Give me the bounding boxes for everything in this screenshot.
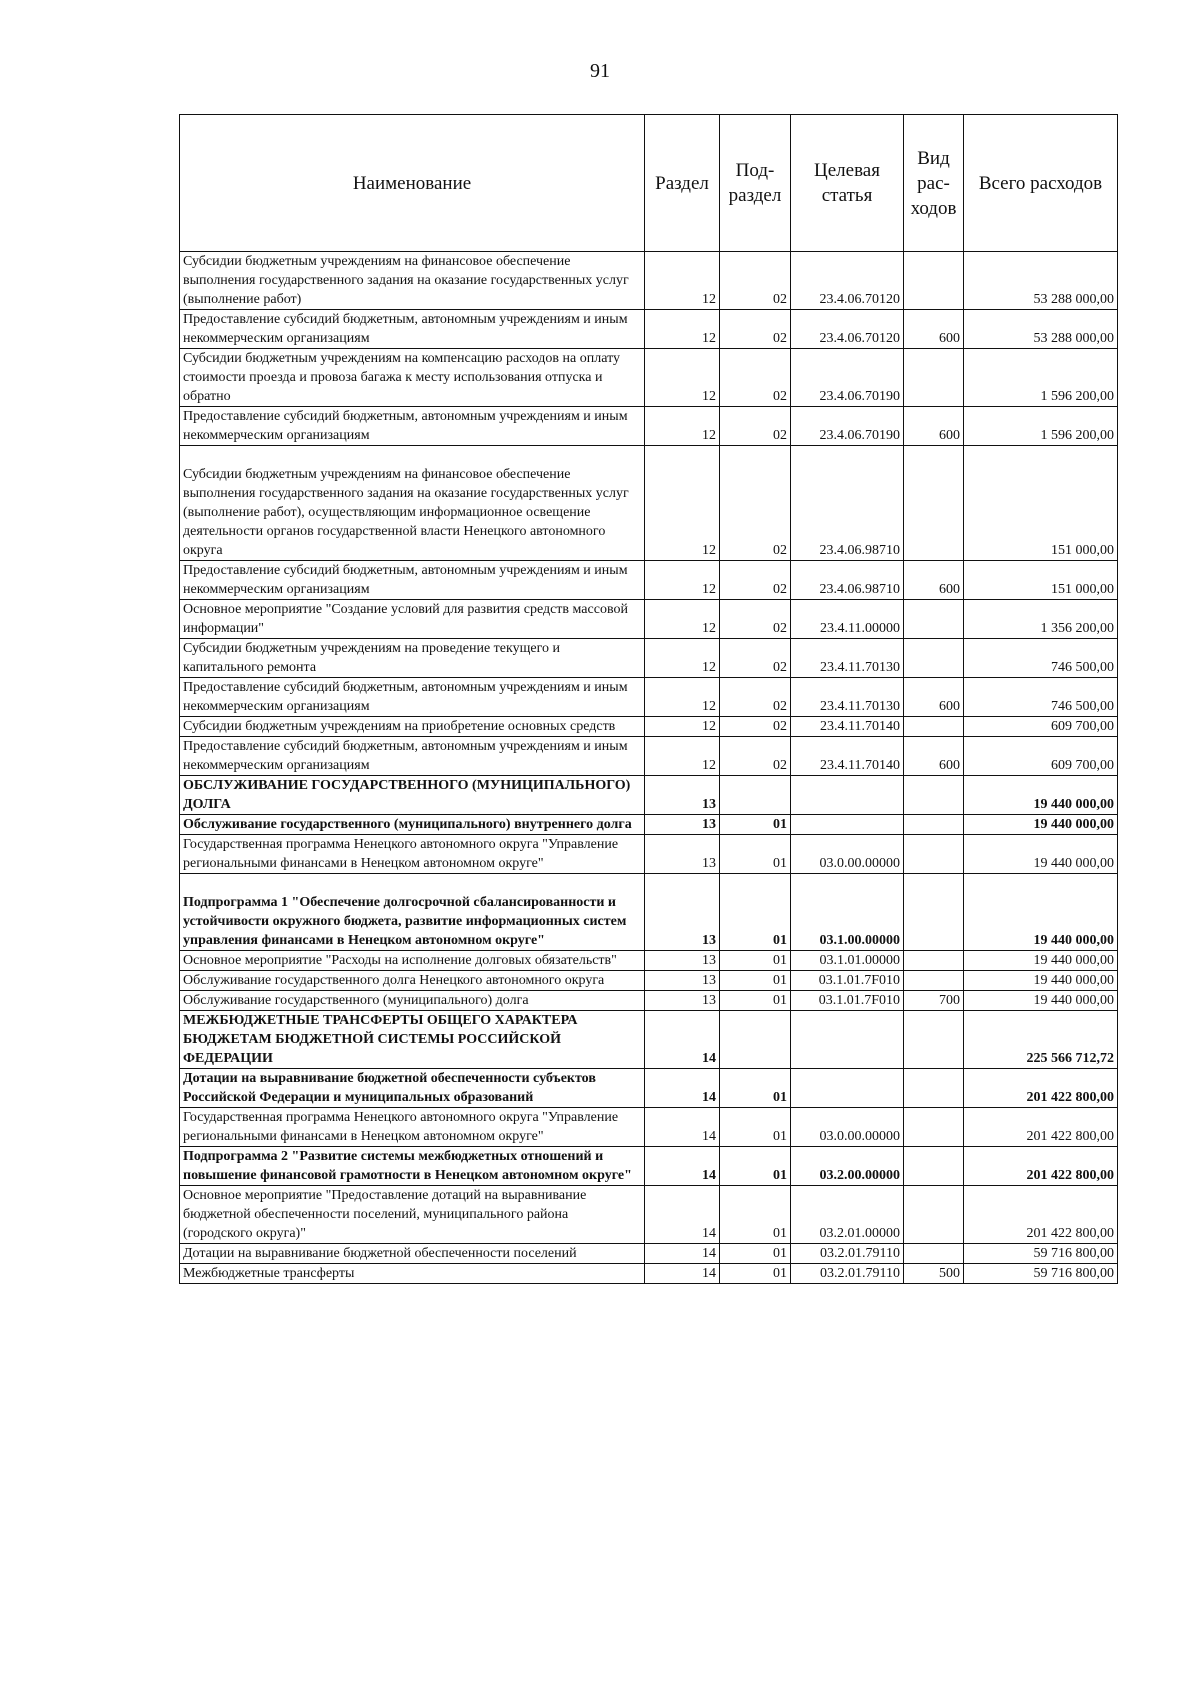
cell-target: 03.1.01.7F010 xyxy=(791,991,904,1011)
cell-section: 13 xyxy=(645,971,720,991)
cell-total: 19 440 000,00 xyxy=(964,991,1118,1011)
cell-name: МЕЖБЮДЖЕТНЫЕ ТРАНСФЕРТЫ ОБЩЕГО ХАРАКТЕРА БЮДЖЕТАМ БЮДЖЕТНОЙ СИСТЕМЫ РОССИЙСКОЙ ФЕДЕРАЦИИ xyxy=(180,1011,645,1069)
cell-subsection: 02 xyxy=(720,678,791,717)
cell-target: 23.4.11.70140 xyxy=(791,737,904,776)
table-row xyxy=(180,835,1118,874)
cell-kind xyxy=(904,951,964,971)
cell-section: 12 xyxy=(645,310,720,349)
cell-kind xyxy=(904,874,964,951)
cell-subsection: 01 xyxy=(720,1244,791,1264)
cell-subsection: 01 xyxy=(720,815,791,835)
table-header-row xyxy=(180,115,1118,252)
cell-total: 53 288 000,00 xyxy=(964,252,1118,310)
cell-section: 12 xyxy=(645,252,720,310)
cell-total: 19 440 000,00 xyxy=(964,971,1118,991)
header-name: Наименование xyxy=(180,115,645,252)
cell-subsection: 02 xyxy=(720,561,791,600)
cell-name: Обслуживание государственного (муниципального) внутреннего долга xyxy=(180,815,645,835)
cell-total: 201 422 800,00 xyxy=(964,1186,1118,1244)
cell-total: 53 288 000,00 xyxy=(964,310,1118,349)
cell-subsection: 02 xyxy=(720,717,791,737)
cell-section: 12 xyxy=(645,717,720,737)
cell-total: 59 716 800,00 xyxy=(964,1264,1118,1284)
cell-target xyxy=(791,815,904,835)
cell-kind: 700 xyxy=(904,991,964,1011)
table-row xyxy=(180,717,1118,737)
cell-name: Субсидии бюджетным учреждениям на проведение текущего и капитального ремонта xyxy=(180,639,645,678)
cell-section: 14 xyxy=(645,1108,720,1147)
cell-subsection: 02 xyxy=(720,252,791,310)
cell-target xyxy=(791,1069,904,1108)
cell-kind xyxy=(904,1244,964,1264)
table-row xyxy=(180,1108,1118,1147)
cell-target xyxy=(791,1011,904,1069)
cell-kind: 600 xyxy=(904,407,964,446)
cell-total: 19 440 000,00 xyxy=(964,874,1118,951)
cell-target: 03.2.01.79110 xyxy=(791,1264,904,1284)
cell-subsection: 01 xyxy=(720,991,791,1011)
table-row xyxy=(180,639,1118,678)
cell-total: 746 500,00 xyxy=(964,639,1118,678)
cell-target: 03.1.00.00000 xyxy=(791,874,904,951)
cell-subsection: 01 xyxy=(720,835,791,874)
cell-name: Субсидии бюджетным учреждениям на финансовое обеспечение выполнения государственного задания на оказание государственных услуг (выполнение работ) xyxy=(180,252,645,310)
table-row xyxy=(180,1069,1118,1108)
cell-total: 1 356 200,00 xyxy=(964,600,1118,639)
table-row xyxy=(180,991,1118,1011)
cell-target: 23.4.11.70130 xyxy=(791,639,904,678)
cell-subsection: 01 xyxy=(720,951,791,971)
table-row xyxy=(180,407,1118,446)
cell-name: Субсидии бюджетным учреждениям на приобретение основных средств xyxy=(180,717,645,737)
cell-name: Предоставление субсидий бюджетным, автономным учреждениям и иным некоммерческим организациям xyxy=(180,561,645,600)
cell-target: 23.4.06.98710 xyxy=(791,561,904,600)
cell-name: Субсидии бюджетным учреждениям на компенсацию расходов на оплату стоимости проезда и провоза багажа к месту использования отпуска и обратно xyxy=(180,349,645,407)
cell-total: 201 422 800,00 xyxy=(964,1147,1118,1186)
table-row xyxy=(180,971,1118,991)
cell-target xyxy=(791,776,904,815)
cell-section: 14 xyxy=(645,1011,720,1069)
table-row xyxy=(180,1186,1118,1244)
cell-name: Предоставление субсидий бюджетным, автономным учреждениям и иным некоммерческим организациям xyxy=(180,407,645,446)
cell-name: Предоставление субсидий бюджетным, автономным учреждениям и иным некоммерческим организациям xyxy=(180,310,645,349)
table-row xyxy=(180,678,1118,717)
cell-kind xyxy=(904,1069,964,1108)
header-total: Всего расходов xyxy=(964,115,1118,252)
table-row xyxy=(180,310,1118,349)
cell-section: 13 xyxy=(645,991,720,1011)
cell-kind xyxy=(904,1186,964,1244)
table-row xyxy=(180,815,1118,835)
cell-subsection: 01 xyxy=(720,1108,791,1147)
header-section: Раздел xyxy=(645,115,720,252)
cell-section: 12 xyxy=(645,561,720,600)
cell-name: Основное мероприятие "Создание условий для развития средств массовой информации" xyxy=(180,600,645,639)
cell-total: 225 566 712,72 xyxy=(964,1011,1118,1069)
cell-subsection: 02 xyxy=(720,310,791,349)
cell-target: 03.0.00.00000 xyxy=(791,1108,904,1147)
cell-target: 03.1.01.7F010 xyxy=(791,971,904,991)
cell-target: 23.4.11.00000 xyxy=(791,600,904,639)
cell-name: Подпрограмма 2 "Развитие системы межбюджетных отношений и повышение финансовой грамотности в Ненецком автономном округе" xyxy=(180,1147,645,1186)
cell-name: Основное мероприятие "Предоставление дотаций на выравнивание бюджетной обеспеченности поселений, муниципального района (городского округа)" xyxy=(180,1186,645,1244)
cell-target: 03.0.00.00000 xyxy=(791,835,904,874)
cell-name: ОБСЛУЖИВАНИЕ ГОСУДАРСТВЕННОГО (МУНИЦИПАЛЬНОГО) ДОЛГА xyxy=(180,776,645,815)
cell-section: 12 xyxy=(645,678,720,717)
cell-section: 14 xyxy=(645,1244,720,1264)
table-row xyxy=(180,737,1118,776)
cell-section: 14 xyxy=(645,1069,720,1108)
cell-name: Обслуживание государственного (муниципального) долга xyxy=(180,991,645,1011)
cell-target: 03.2.00.00000 xyxy=(791,1147,904,1186)
cell-kind xyxy=(904,446,964,561)
cell-name: Основное мероприятие "Расходы на исполнение долговых обязательств" xyxy=(180,951,645,971)
table-row xyxy=(180,776,1118,815)
cell-subsection: 02 xyxy=(720,349,791,407)
cell-target: 23.4.06.70120 xyxy=(791,252,904,310)
cell-total: 201 422 800,00 xyxy=(964,1069,1118,1108)
cell-name: Межбюджетные трансферты xyxy=(180,1264,645,1284)
cell-kind xyxy=(904,600,964,639)
cell-kind xyxy=(904,835,964,874)
cell-target: 23.4.06.70120 xyxy=(791,310,904,349)
cell-section: 12 xyxy=(645,446,720,561)
cell-subsection: 01 xyxy=(720,874,791,951)
cell-kind: 500 xyxy=(904,1264,964,1284)
cell-name: Подпрограмма 1 "Обеспечение долгосрочной сбалансированности и устойчивости окружного бюджета, развитие информационных систем управления финансами в Ненецком автономном округе" xyxy=(180,874,645,951)
cell-target: 03.2.01.00000 xyxy=(791,1186,904,1244)
cell-name: Государственная программа Ненецкого автономного округа "Управление региональными финансами в Ненецком автономном округе" xyxy=(180,1108,645,1147)
cell-kind xyxy=(904,971,964,991)
cell-kind xyxy=(904,1147,964,1186)
cell-total: 1 596 200,00 xyxy=(964,407,1118,446)
cell-name: Государственная программа Ненецкого автономного округа "Управление региональными финансами в Ненецком автономном округе" xyxy=(180,835,645,874)
cell-total: 19 440 000,00 xyxy=(964,776,1118,815)
cell-subsection: 01 xyxy=(720,1186,791,1244)
cell-name: Предоставление субсидий бюджетным, автономным учреждениям и иным некоммерческим организациям xyxy=(180,737,645,776)
header-target: Целевая статья xyxy=(791,115,904,252)
table-row xyxy=(180,1147,1118,1186)
cell-target: 23.4.06.70190 xyxy=(791,407,904,446)
table-row xyxy=(180,561,1118,600)
table-row xyxy=(180,349,1118,407)
cell-target: 23.4.11.70130 xyxy=(791,678,904,717)
cell-target: 23.4.11.70140 xyxy=(791,717,904,737)
cell-kind xyxy=(904,815,964,835)
cell-name: Предоставление субсидий бюджетным, автономным учреждениям и иным некоммерческим организациям xyxy=(180,678,645,717)
cell-kind: 600 xyxy=(904,678,964,717)
cell-section: 12 xyxy=(645,737,720,776)
cell-subsection xyxy=(720,776,791,815)
header-subsection: Под- раздел xyxy=(720,115,791,252)
cell-section: 14 xyxy=(645,1147,720,1186)
cell-kind xyxy=(904,639,964,678)
header-kind: Вид рас- ходов xyxy=(904,115,964,252)
cell-section: 13 xyxy=(645,951,720,971)
cell-subsection: 02 xyxy=(720,446,791,561)
cell-section: 13 xyxy=(645,815,720,835)
table-row xyxy=(180,446,1118,561)
cell-subsection: 02 xyxy=(720,737,791,776)
cell-total: 746 500,00 xyxy=(964,678,1118,717)
cell-total: 609 700,00 xyxy=(964,737,1118,776)
table-row xyxy=(180,1011,1118,1069)
budget-table xyxy=(179,114,1118,1284)
cell-target: 23.4.06.70190 xyxy=(791,349,904,407)
cell-subsection: 02 xyxy=(720,639,791,678)
cell-section: 12 xyxy=(645,639,720,678)
cell-subsection: 01 xyxy=(720,1147,791,1186)
cell-section: 13 xyxy=(645,835,720,874)
cell-total: 19 440 000,00 xyxy=(964,951,1118,971)
cell-target: 03.1.01.00000 xyxy=(791,951,904,971)
cell-name: Дотации на выравнивание бюджетной обеспеченности поселений xyxy=(180,1244,645,1264)
cell-subsection: 01 xyxy=(720,971,791,991)
cell-total: 19 440 000,00 xyxy=(964,815,1118,835)
cell-section: 12 xyxy=(645,600,720,639)
table-row xyxy=(180,951,1118,971)
table-row xyxy=(180,1264,1118,1284)
cell-total: 59 716 800,00 xyxy=(964,1244,1118,1264)
cell-kind xyxy=(904,252,964,310)
cell-total: 1 596 200,00 xyxy=(964,349,1118,407)
cell-name: Субсидии бюджетным учреждениям на финансовое обеспечение выполнения государственного задания на оказание государственных услуг (выполнение работ), осуществляющим информационное освещение деятельности органов государственной власти Ненецкого автономного округа xyxy=(180,446,645,561)
cell-kind: 600 xyxy=(904,737,964,776)
cell-subsection xyxy=(720,1011,791,1069)
cell-name: Дотации на выравнивание бюджетной обеспеченности субъектов Российской Федерации и муниципальных образований xyxy=(180,1069,645,1108)
cell-total: 609 700,00 xyxy=(964,717,1118,737)
cell-kind xyxy=(904,349,964,407)
cell-kind xyxy=(904,1108,964,1147)
cell-target: 23.4.06.98710 xyxy=(791,446,904,561)
cell-section: 14 xyxy=(645,1264,720,1284)
cell-section: 14 xyxy=(645,1186,720,1244)
cell-section: 12 xyxy=(645,407,720,446)
table-row xyxy=(180,600,1118,639)
cell-total: 19 440 000,00 xyxy=(964,835,1118,874)
cell-total: 151 000,00 xyxy=(964,446,1118,561)
page-number: 91 xyxy=(590,60,610,82)
cell-subsection: 02 xyxy=(720,407,791,446)
cell-subsection: 01 xyxy=(720,1069,791,1108)
table-row xyxy=(180,874,1118,951)
cell-kind xyxy=(904,717,964,737)
cell-kind xyxy=(904,1011,964,1069)
cell-kind: 600 xyxy=(904,310,964,349)
cell-kind: 600 xyxy=(904,561,964,600)
table-row xyxy=(180,1244,1118,1264)
cell-target: 03.2.01.79110 xyxy=(791,1244,904,1264)
cell-name: Обслуживание государственного долга Ненецкого автономного округа xyxy=(180,971,645,991)
cell-section: 13 xyxy=(645,776,720,815)
cell-subsection: 02 xyxy=(720,600,791,639)
cell-total: 151 000,00 xyxy=(964,561,1118,600)
cell-section: 13 xyxy=(645,874,720,951)
cell-section: 12 xyxy=(645,349,720,407)
cell-subsection: 01 xyxy=(720,1264,791,1284)
cell-kind xyxy=(904,776,964,815)
cell-total: 201 422 800,00 xyxy=(964,1108,1118,1147)
table-row xyxy=(180,252,1118,310)
